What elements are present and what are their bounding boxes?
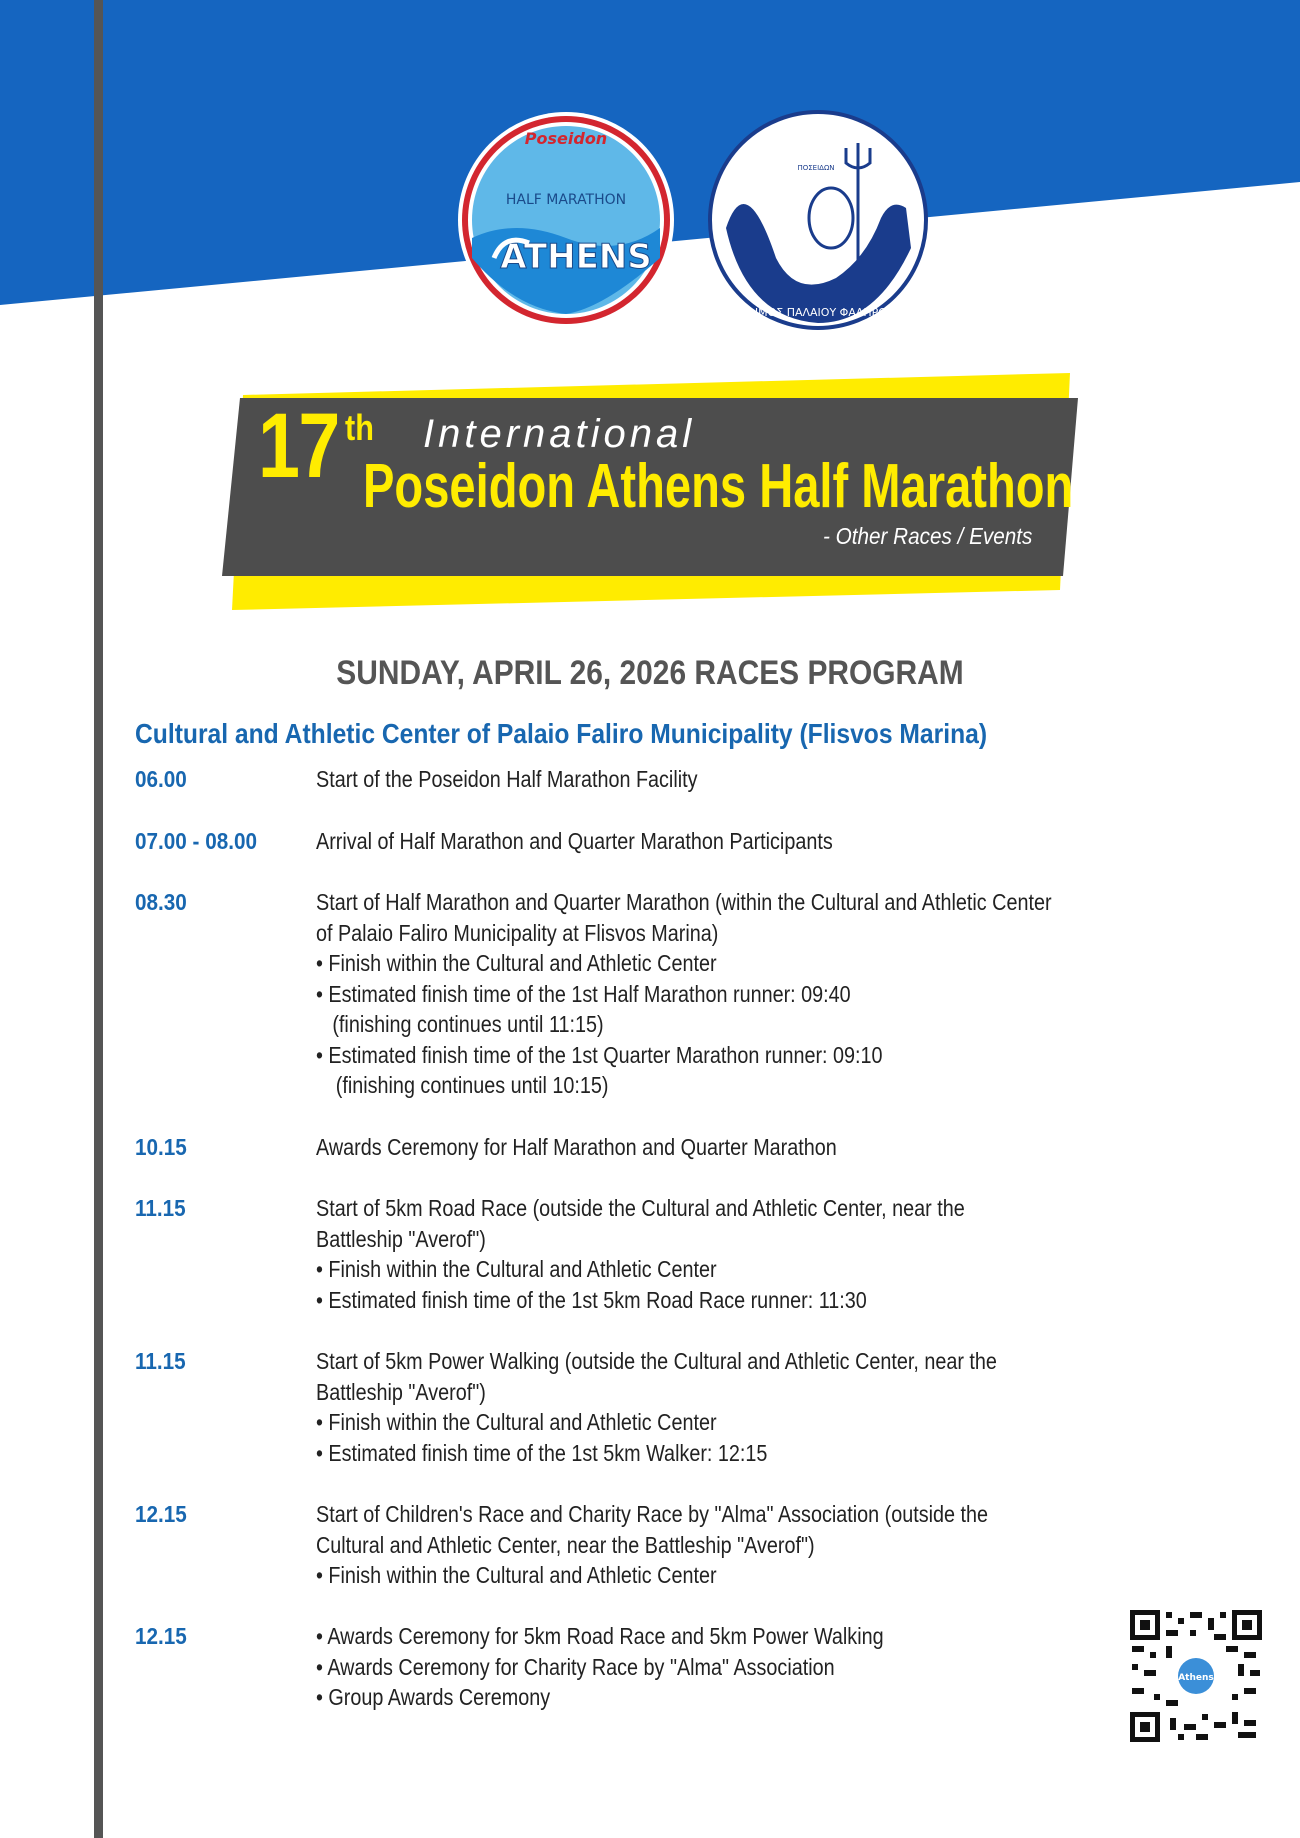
svg-text:Athens: Athens <box>1178 1673 1214 1683</box>
svg-text:ΠΟΣΕΙΔΩΝ: ΠΟΣΕΙΔΩΝ <box>797 164 835 172</box>
schedule-time: 11.15 <box>135 1348 186 1374</box>
schedule-time: 06.00 <box>135 766 187 792</box>
poseidon-municipality-logo <box>706 108 930 332</box>
svg-text:ΔΗΜΟΣ ΠΑΛΑΙΟΥ ΦΑΛΗΡΟΥ: ΔΗΜΟΣ ΠΑΛΑΙΟΥ ΦΑΛΗΡΟΥ <box>742 306 894 319</box>
svg-text:HALF MARATHON: HALF MARATHON <box>505 192 627 208</box>
schedule-description: Start of Children's Race and Charity Race by "Alma" Association (outside the Cultural and Athletic Center, near the Battleship "Averof") • Finish within the Cultural and Athletic Center <box>316 1501 988 1588</box>
schedule-description: Arrival of Half Marathon and Quarter Marathon Participants <box>316 828 833 854</box>
schedule-description: • Awards Ceremony for 5km Road Race and 5km Power Walking • Awards Ceremony for Charity Race by "Alma" Association • Group Awards Ceremony <box>316 1623 884 1710</box>
schedule-time: 07.00 - 08.00 <box>135 828 258 854</box>
schedule-description: Start of Half Marathon and Quarter Marathon (within the Cultural and Athletic Center of Palaio Faliro Municipality at Flisvos Marina) • Finish within the Cultural and Athletic Center • Estimated finish time of the 1st Half Marathon runner: 09:40 (finishing continues until 11:15) • Estimated finish time of the 1st Quarter Marathon runner: 09:10 (finishing continues until 10:15) <box>316 889 1052 1098</box>
svg-text:Poseidon: Poseidon <box>524 129 608 148</box>
international-label: International <box>423 412 696 456</box>
event-title: Poseidon Athens Half Marathon <box>363 452 1074 521</box>
svg-text:ATHENS: ATHENS <box>500 237 652 277</box>
schedule-time: 10.15 <box>135 1134 187 1160</box>
schedule-time: 11.15 <box>135 1195 186 1221</box>
qr-code-icon[interactable] <box>1130 1610 1262 1742</box>
schedule-description: Awards Ceremony for Half Marathon and Quarter Marathon <box>316 1134 837 1160</box>
schedule-time: 12.15 <box>135 1623 187 1649</box>
event-subtitle: - Other Races / Events <box>823 523 1033 549</box>
venue-heading: Cultural and Athletic Center of Palaio Faliro Municipality (Flisvos Marina) <box>135 718 988 749</box>
edition-number: 17 <box>258 395 339 497</box>
half-marathon-athens-logo <box>454 108 678 332</box>
schedule-description: Start of 5km Road Race (outside the Cultural and Athletic Center, near the Battleship "Averof") • Finish within the Cultural and Athletic Center • Estimated finish time of the 1st 5km Road Race runner: 11:30 <box>316 1195 965 1313</box>
schedule-time: 08.30 <box>135 889 187 915</box>
program-title: SUNDAY, APRIL 26, 2026 RACES PROGRAM <box>336 654 964 692</box>
left-vertical-bar <box>94 0 103 1838</box>
schedule-description: Start of 5km Power Walking (outside the Cultural and Athletic Center, near the Battleship "Averof") • Finish within the Cultural and Athletic Center • Estimated finish time of the 1st 5km Walker: 12:15 <box>316 1348 997 1466</box>
edition-suffix: th <box>345 407 374 448</box>
schedule-time: 12.15 <box>135 1501 187 1527</box>
schedule-description: Start of the Poseidon Half Marathon Facility <box>316 766 698 792</box>
